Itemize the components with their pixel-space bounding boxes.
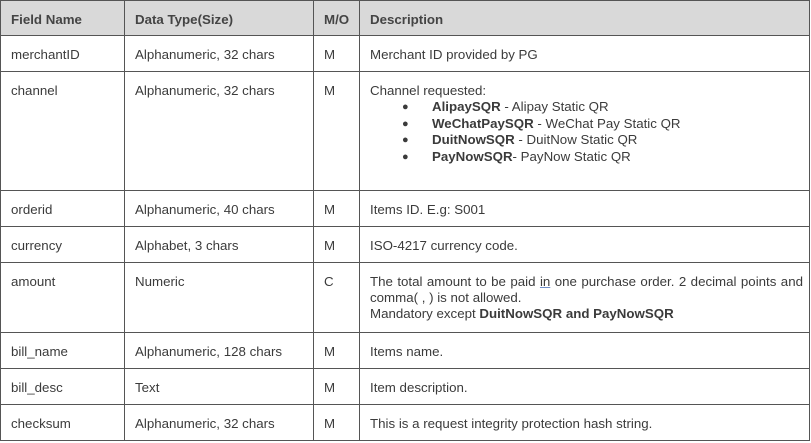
- cell-mo: [314, 191, 360, 227]
- mo-text: M: [324, 202, 336, 217]
- amount-description-text: [370, 274, 803, 306]
- mo-text: M: [324, 380, 336, 395]
- data-type-text: Alphabet, 3 chars: [135, 238, 239, 253]
- bullet-icon: ●: [402, 101, 409, 113]
- cell-mo: [314, 333, 360, 369]
- field-name-text: bill_desc: [11, 380, 63, 395]
- cell-type: [125, 72, 314, 191]
- channel-code: PayNowSQR: [432, 148, 513, 164]
- cell-type: [125, 369, 314, 405]
- mo-text: M: [324, 47, 336, 62]
- channel-list: [370, 99, 803, 165]
- channel-description: - PayNow Static QR: [512, 148, 631, 164]
- description-text: Items name.: [370, 344, 444, 359]
- table-row: [1, 191, 810, 227]
- field-name-text: currency: [11, 238, 62, 253]
- field-name-text: amount: [11, 274, 56, 289]
- cell-field: [1, 72, 125, 191]
- description-text: Item description.: [370, 380, 468, 395]
- data-type-text: Alphanumeric, 32 chars: [135, 416, 275, 431]
- data-type-text: Numeric: [135, 274, 185, 289]
- table-row: [1, 227, 810, 263]
- bullet-icon: ●: [402, 117, 409, 130]
- channel-description: - Alipay Static QR: [500, 99, 609, 114]
- cell-field: [1, 191, 125, 227]
- table-row: [1, 333, 810, 369]
- cell-type: [125, 191, 314, 227]
- cell-description: [360, 333, 810, 369]
- table-row: [1, 405, 810, 441]
- list-item: [370, 116, 803, 133]
- cell-type: [125, 263, 314, 333]
- cell-description: [360, 36, 810, 72]
- cell-field: [1, 369, 125, 405]
- table-row: [1, 36, 810, 72]
- mo-text: M: [324, 83, 336, 98]
- header-field-name-label: Field Name: [11, 12, 82, 27]
- cell-field: [1, 333, 125, 369]
- header-description: [360, 1, 810, 36]
- header-field-name: [1, 1, 125, 36]
- mo-text: M: [324, 416, 336, 431]
- channel-intro-text: Channel requested:: [370, 83, 487, 98]
- cell-mo: [314, 405, 360, 441]
- channel-description: - WeChat Pay Static QR: [533, 115, 681, 131]
- amount-description-part2: one purchase order. 2 decimal points and comma( , ) is not allowed.: [370, 274, 803, 305]
- field-name-text: channel: [11, 83, 58, 98]
- cell-mo: [314, 227, 360, 263]
- data-type-text: Alphanumeric, 32 chars: [135, 47, 275, 62]
- data-type-text: Alphanumeric, 32 chars: [135, 83, 275, 98]
- channel-code: WeChatPaySQR: [432, 115, 534, 131]
- cell-field: [1, 405, 125, 441]
- channel-code: DuitNowSQR: [432, 132, 515, 147]
- header-data-type-label: Data Type(Size): [135, 12, 234, 27]
- field-name-text: bill_name: [11, 344, 68, 359]
- cell-description: [360, 191, 810, 227]
- data-type-text: Alphanumeric, 40 chars: [135, 202, 275, 217]
- cell-field: [1, 263, 125, 333]
- cell-type: [125, 227, 314, 263]
- description-text: Merchant ID provided by PG: [370, 47, 538, 62]
- bullet-icon: ●: [402, 150, 409, 163]
- cell-description: [360, 405, 810, 441]
- cell-description: [360, 72, 810, 191]
- header-data-type: [125, 1, 314, 36]
- field-name-text: orderid: [11, 202, 53, 217]
- cell-field: [1, 36, 125, 72]
- cell-description: [360, 369, 810, 405]
- list-item: [370, 99, 803, 116]
- data-type-text: Alphanumeric, 128 chars: [135, 344, 283, 359]
- list-item: [370, 149, 803, 166]
- description-text: This is a request integrity protection hash string.: [370, 416, 653, 431]
- cell-field: [1, 227, 125, 263]
- bullet-icon: ●: [402, 134, 409, 146]
- header-mo-label: M/O: [324, 12, 350, 27]
- data-type-text: Text: [135, 380, 160, 395]
- description-text: ISO-4217 currency code.: [370, 238, 518, 253]
- table-row: [1, 263, 810, 333]
- cell-description: [360, 263, 810, 333]
- amount-mandatory-note: [370, 306, 803, 322]
- field-name-text: merchantID: [11, 47, 80, 62]
- list-item: [370, 132, 803, 149]
- table-header-row: [1, 1, 810, 36]
- description-text: Items ID. E.g: S001: [370, 202, 486, 217]
- channel-description: - DuitNow Static QR: [514, 132, 638, 147]
- amount-mandatory-exceptions: DuitNowSQR and PayNowSQR: [479, 306, 674, 321]
- amount-description-link: in: [539, 274, 551, 289]
- mo-text: C: [324, 274, 334, 289]
- cell-mo: [314, 263, 360, 333]
- cell-type: [125, 405, 314, 441]
- amount-description-part1: The total amount to be paid: [370, 274, 540, 289]
- header-description-label: Description: [370, 12, 444, 27]
- table-row: [1, 369, 810, 405]
- cell-mo: [314, 369, 360, 405]
- field-name-text: checksum: [11, 416, 71, 431]
- cell-type: [125, 36, 314, 72]
- cell-description: [360, 227, 810, 263]
- mo-text: M: [324, 344, 336, 359]
- channel-code: AlipaySQR: [432, 99, 501, 114]
- table-row: [1, 72, 810, 191]
- mo-text: M: [324, 238, 336, 253]
- amount-mandatory-prefix: Mandatory except: [370, 306, 480, 321]
- cell-type: [125, 333, 314, 369]
- cell-mo: [314, 72, 360, 191]
- cell-mo: [314, 36, 360, 72]
- header-mo: [314, 1, 360, 36]
